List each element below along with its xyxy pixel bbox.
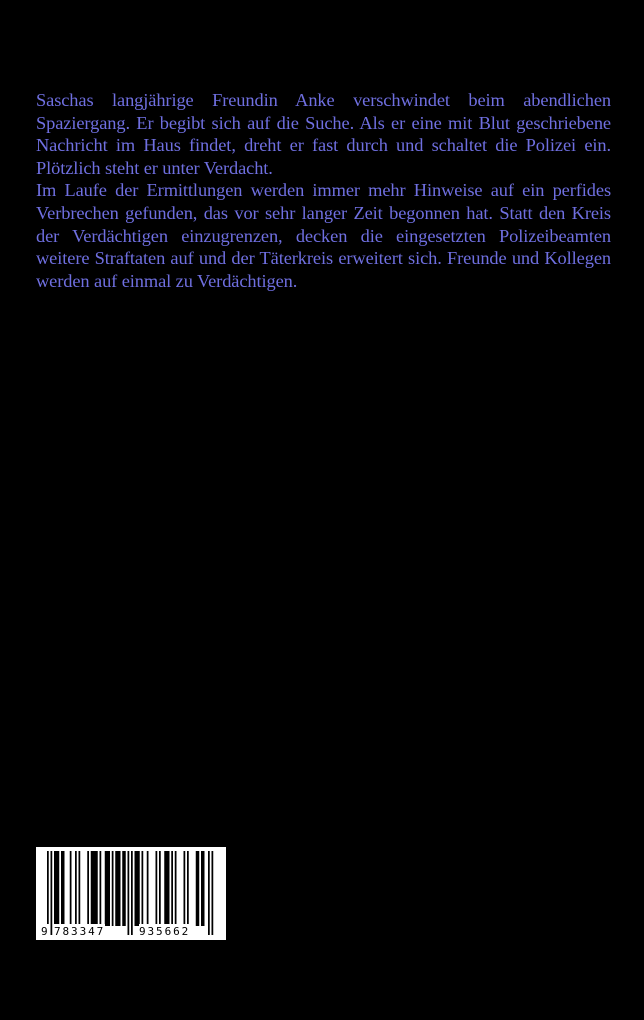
barcode-bar (135, 851, 140, 926)
barcode-guard-bar (131, 851, 133, 935)
barcode-bar (91, 851, 98, 926)
barcode-bar (147, 851, 149, 926)
barcode-bar (112, 851, 114, 926)
isbn-barcode (36, 847, 226, 940)
barcode-bar (100, 851, 102, 926)
barcode-bar (159, 851, 161, 926)
barcode-bar (142, 851, 144, 926)
barcode-bar (61, 851, 65, 926)
barcode-bar (115, 851, 120, 926)
isbn-left-group: 783347 (54, 925, 106, 938)
barcode-bar (164, 851, 169, 926)
barcode-guard-bar (128, 851, 130, 935)
barcode-bar (87, 851, 89, 926)
barcode-bar (75, 851, 77, 926)
barcode-bar (187, 851, 189, 926)
barcode-guard-bar (212, 851, 214, 935)
barcode-bar (171, 851, 173, 926)
barcode-bar (156, 851, 158, 926)
barcode-bar (184, 851, 186, 926)
barcode-guard-bar (208, 851, 210, 935)
isbn-number (36, 924, 226, 940)
barcode-bar (122, 851, 126, 926)
barcode-bar (70, 851, 72, 926)
blurb-paragraph-1: Saschas langjährige Freundin Anke verschwindet beim abendlichen Spaziergang. Er begibt sich auf die Suche. Als er eine mit Blut geschriebene Nachricht im Haus findet, dreht er fast durch und schaltet die Polizei ein. Plötzlich steht er unter Verdacht. (36, 90, 611, 178)
barcode-bar (196, 851, 200, 926)
isbn-right-group: 935662 (139, 925, 191, 938)
back-cover-blurb (36, 89, 611, 292)
barcode-guard-bar (47, 851, 49, 935)
barcode-bar (201, 851, 205, 926)
barcode-bar (105, 851, 110, 926)
barcode-bar (79, 851, 81, 926)
barcode-bar (175, 851, 177, 926)
barcode-guard-bar (51, 851, 53, 935)
barcode-bar (54, 851, 59, 926)
isbn-lead-digit: 9 (41, 925, 50, 938)
blurb-paragraph-2: Im Laufe der Ermittlungen werden immer mehr Hinweise auf ein perfides Verbrechen gefunden, das vor sehr langer Zeit begonnen hat. Statt den Kreis der Verdächtigen einzugrenzen, decken die eingesetzten Polizeibeamten weitere Straftaten auf und der Täterkreis erweitert sich. Freunde und Kollegen werden auf einmal zu Verdächtigen. (36, 180, 611, 291)
